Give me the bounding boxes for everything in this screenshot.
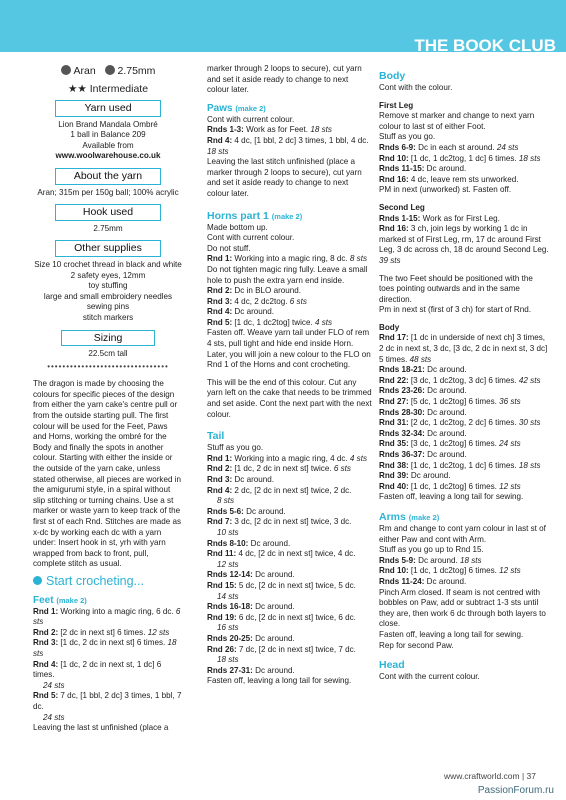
- pattern-row: Rnd 19: 6 dc, [2 dc in next st] twice, 6 dc. 16 sts: [207, 612, 356, 633]
- pattern-row: Rnds 16-18: Dc around.: [207, 602, 295, 612]
- pattern-row: Rnds 12-14: Dc around.: [207, 570, 295, 580]
- pattern-row: Rnd 22: [3 dc, 1 dc2tog, 3 dc] 6 times. 42 sts: [379, 375, 541, 385]
- feet-continued: marker through 2 loops to secure), cut yarn and set it aside ready to change to next colour later.: [207, 64, 362, 95]
- other-supplies-heading: Other supplies: [55, 240, 161, 257]
- head-heading: Head: [379, 659, 405, 672]
- middle-column: [207, 64, 372, 687]
- pattern-row: Rnd 1: Working into a magic ring, 6 dc. 6 sts: [33, 606, 181, 627]
- pattern-row: Rnds 5-9: Dc around. 18 sts: [379, 555, 482, 565]
- divider-dots: ••••••••••••••••••••••••••••••••: [47, 361, 169, 371]
- pattern-row: Rnd 17: [1 dc in underside of next ch] 3 times, 2 dc in next st, 3 dc, [3 dc, 2 dc in next st, 3 dc] 5 times. 48 sts: [379, 333, 548, 364]
- pattern-row: Rnds 6-9: Dc in each st around. 24 sts: [379, 142, 519, 152]
- second-leg-heading: Second Leg: [379, 202, 425, 212]
- arms-repeat: Rep for second Paw.: [379, 640, 454, 650]
- pattern-row: Rnds 1-15: Work as for First Leg.: [379, 213, 500, 223]
- pattern-row: Rnds 11-24: Dc around.: [379, 576, 467, 586]
- horns-line: Made bottom up.: [207, 222, 268, 232]
- pattern-row: Rnd 27: [5 dc, 1 dc2tog] 6 times. 36 sts: [379, 397, 521, 407]
- hook-size: 2.75mm: [93, 223, 123, 233]
- arms-fasten: Fasten off, leaving a long tail for sewing.: [379, 629, 524, 639]
- pattern-row: Rnd 15: 5 dc, [2 dc in next st] twice, 5 dc. 14 sts: [207, 580, 356, 601]
- pattern-row: Rnds 1-3: Work as for Feet. 18 sts: [207, 125, 332, 135]
- first-leg-intro: Remove st marker and change to next yarn colour to last st of either Foot.: [379, 111, 535, 131]
- supplier-link[interactable]: www.woolwarehouse.co.uk: [55, 151, 161, 161]
- pattern-row: Rnds 27-31: Dc around.: [207, 665, 295, 675]
- about-yarn-heading: About the yarn: [55, 168, 161, 185]
- pattern-row: Rnd 10: [1 dc, 1 dc2tog] 6 times. 12 sts: [379, 566, 521, 576]
- horns-heading: Horns part 1 (make 2): [207, 209, 303, 222]
- start-heading: Start crocheting...: [33, 576, 183, 587]
- tail-heading: Tail: [207, 430, 225, 443]
- body-heading: Body: [379, 70, 406, 82]
- pattern-row: Rnd 39: Dc around.: [379, 471, 451, 481]
- pattern-row: Rnd 26: 7 dc, [2 dc in next st] twice, 7 dc. 18 sts: [207, 644, 356, 665]
- yarn-used-heading: Yarn used: [55, 100, 161, 117]
- hook-used-heading: Hook used: [55, 204, 161, 221]
- pattern-row: Rnd 3: 4 dc, 2 dc2tog. 6 sts: [207, 296, 307, 306]
- paws-end-text: Leaving the last stitch unfinished (place a marker through 2 loops to secure), cut yarn and set it aside ready to change to next colour later.: [207, 157, 362, 198]
- bullet-icon: [33, 576, 42, 585]
- pattern-row: Rnd 2: [1 dc, 2 dc in next st] twice. 6 sts: [207, 464, 351, 474]
- body-subheading: Body: [379, 322, 400, 332]
- yarn-line: 1 ball in Balance 209: [70, 130, 146, 140]
- yarn-weight-hook-row: Aran 2.75mm: [33, 64, 183, 78]
- supply-item: Size 10 crochet thread in black and white: [34, 259, 182, 269]
- pattern-row: Rnd 1: Working into a magic ring, 8 dc. 8 sts: [207, 254, 367, 264]
- head-intro: Cont with the current colour.: [379, 672, 480, 682]
- pattern-row: Rnd 11: 4 dc, [2 dc in next st] twice, 4 dc. 12 sts: [207, 549, 356, 569]
- pattern-row: Rnd 4: Dc around.: [207, 307, 275, 317]
- horns-note: Do not tighten magic ring fully. Leave a small hole to push the extra yarn end inside.: [207, 264, 368, 285]
- star-icons: ★★: [67, 83, 87, 95]
- sizing-value: 22.5cm tall: [88, 349, 128, 359]
- pattern-row: Rnd 4: [1 dc, 2 dc in next st, 1 dc] 6 times. 24 sts: [33, 659, 162, 690]
- pattern-row: Rnd 10: [1 dc, 1 dc2tog, 1 dc] 6 times. 18 sts: [379, 153, 541, 163]
- pattern-row: Rnds 11-15: Dc around.: [379, 164, 467, 174]
- pattern-row: Rnd 40: [1 dc, 1 dc2tog] 6 times. 12 sts: [379, 481, 521, 491]
- pattern-row: Rnd 31: [2 dc, 1 dc2tog, 2 dc] 6 times. 30 sts: [379, 418, 541, 428]
- pattern-row: Rnd 35: [3 dc, 1 dc2tog] 6 times. 24 sts: [379, 439, 521, 449]
- horns-end-text: This will be the end of this colour. Cut any yarn left on the cake that needs to be trimmed and set aside. Cont the next part with the next colour.: [207, 377, 372, 419]
- pattern-row: Rnd 2: [2 dc in next st] 6 times. 12 sts: [33, 627, 170, 637]
- body-intro: Cont with the colour.: [379, 83, 453, 92]
- pattern-row: Rnd 5: 7 dc, [1 bbl, 2 dc] 3 times, 1 bbl, 7 dc. 24 sts: [33, 691, 182, 722]
- pattern-row: Rnd 5: [1 dc, 1 dc2tog] twice. 4 sts: [207, 317, 333, 327]
- first-leg-heading: First Leg: [379, 100, 414, 110]
- feet-rows: [33, 607, 183, 724]
- sizing-heading: Sizing: [61, 330, 155, 347]
- pattern-row: Rnds 18-21: Dc around.: [379, 365, 467, 375]
- pattern-row: Rnds 5-6: Dc around.: [207, 506, 286, 516]
- pattern-row: Rnds 36-37: Dc around.: [379, 450, 467, 459]
- pattern-row: Rnd 1: Working into a magic ring, 4 dc. 4 sts: [207, 453, 367, 463]
- pattern-row: Rnds 8-10: Dc around.: [207, 538, 291, 548]
- pattern-row: Rnd 3: Dc around.: [207, 475, 275, 484]
- supply-item: sewing pins: [86, 302, 130, 312]
- tail-end-text: Fasten off, leaving a long tail for sewing.: [207, 676, 352, 686]
- yarn-line: Available from: [82, 140, 134, 150]
- horns-line: Cont with current colour.: [207, 233, 295, 243]
- feet-heading: Feet (make 2): [33, 594, 87, 606]
- pattern-row: Rnd 16: 3 ch, join legs by working 1 dc in marked st of First Leg, rm, 17 dc around First Leg, 3 dc across ch, 18 dc around Second Leg. 39 sts: [379, 224, 549, 265]
- supply-item: toy stuffing: [88, 281, 128, 291]
- pattern-row: Rnd 3: [1 dc, 2 dc in next st] 6 times. 18 sts: [33, 638, 177, 658]
- page-footer: www.craftworld.com | 37: [444, 771, 536, 781]
- supply-item: stitch markers: [82, 312, 134, 322]
- paws-heading: Paws (make 2): [207, 102, 266, 114]
- left-column: [33, 64, 183, 734]
- pattern-row: Rnd 4: 4 dc, [1 bbl, 2 dc] 3 times, 1 bbl, 4 dc. 18 sts: [207, 135, 369, 156]
- skill-level: ★★ Intermediate: [67, 83, 149, 95]
- arms-heading: Arms (make 2): [379, 510, 440, 523]
- pattern-row: Rnds 23-26: Dc around.: [379, 386, 467, 396]
- feet-position-text: The two Feet should be positioned with the toes pointing outwards and in the same direction.: [379, 273, 533, 304]
- watermark: PassionForum.ru: [477, 785, 554, 796]
- first-leg-stuff: Stuff as you go.: [379, 132, 436, 142]
- first-leg-end: PM in next (unworked) st. Fasten off.: [379, 185, 512, 195]
- right-column: [379, 64, 549, 683]
- brand-title: THE BOOK CLUB: [414, 36, 556, 55]
- yarn-line: Lion Brand Mandala Ombré: [58, 119, 158, 129]
- body-end-text: Fasten off, leaving a long tail for sewing.: [379, 492, 524, 502]
- paws-intro: Cont with current colour.: [207, 114, 295, 124]
- pattern-row: Rnds 32-34: Dc around.: [379, 428, 467, 438]
- pattern-row: Rnd 7: 3 dc, [2 dc in next st] twice, 3 dc. 10 sts: [207, 517, 352, 537]
- pm-text: Pm in next st (first of 3 ch) for start of Rnd.: [379, 305, 532, 315]
- arms-note: Pinch Arm closed. If seam is not centred with bobbles on Paw, add or subtract 1-3 sts until they are, then work 6 dc through both layers to close.: [379, 587, 546, 629]
- arms-stuff: Stuff as you go up to Rnd 15.: [379, 545, 484, 555]
- pattern-row: Rnd 2: Dc in BLO around.: [207, 286, 302, 296]
- supply-item: large and small embroidery needles: [43, 291, 173, 301]
- pattern-row: Rnd 16: 4 dc, leave rem sts unworked.: [379, 174, 519, 184]
- pattern-row: Rnd 4: 2 dc, [2 dc in next st] twice, 2 dc. 8 sts: [207, 485, 352, 506]
- pattern-row: Rnd 38: [1 dc, 1 dc2tog, 1 dc] 6 times. 18 sts: [379, 460, 541, 470]
- horns-fasten-text: Fasten off. Weave yarn tail under FLO of rem 4 sts, pull tight and hide end inside Horn. Later, you will join a new colour to the FLO on Rnd 1 of the Horns and cont crocheting.: [207, 328, 371, 370]
- supply-item: 2 safety eyes, 12mm: [70, 270, 146, 280]
- tail-intro: Stuff as you go.: [207, 443, 264, 453]
- arms-intro: Rm and change to cont yarn colour in last st of either Paw and cont with Arm.: [379, 523, 546, 544]
- horns-line: Do not stuff.: [207, 243, 251, 253]
- pattern-row: Rnds 28-30: Dc around.: [379, 407, 467, 417]
- intro-text: The dragon is made by choosing the colours for specific pieces of the design from either the yarn cake's centre pull or from the outside starting pull. The first colour will be used for the Feet, Paws and Horns, working the ombré for the Body and finally the spots in another colour. Starting with either the inside or the outside of the yarn cake, unless stated otherwise, all pieces are worked in the amigurumi style, in a spiral without slip stitching or turning chains. Use a st marker or waste yarn to keep track of the first st of each Rnd. Stitches are made as x-dc by working each dc with a yarn under: Insert hook in st, yrh with yarn wrapped from back to front, pull, complete stitch as usual.: [33, 379, 182, 569]
- yarn-ball-icon: [61, 65, 71, 75]
- hook-icon: [105, 65, 115, 75]
- about-yarn-text: Aran; 315m per 150g ball; 100% acrylic: [37, 187, 179, 197]
- feet-end-text: Leaving the last st unfinished (place a: [33, 723, 169, 733]
- pattern-row: Rnds 20-25: Dc around.: [207, 633, 295, 643]
